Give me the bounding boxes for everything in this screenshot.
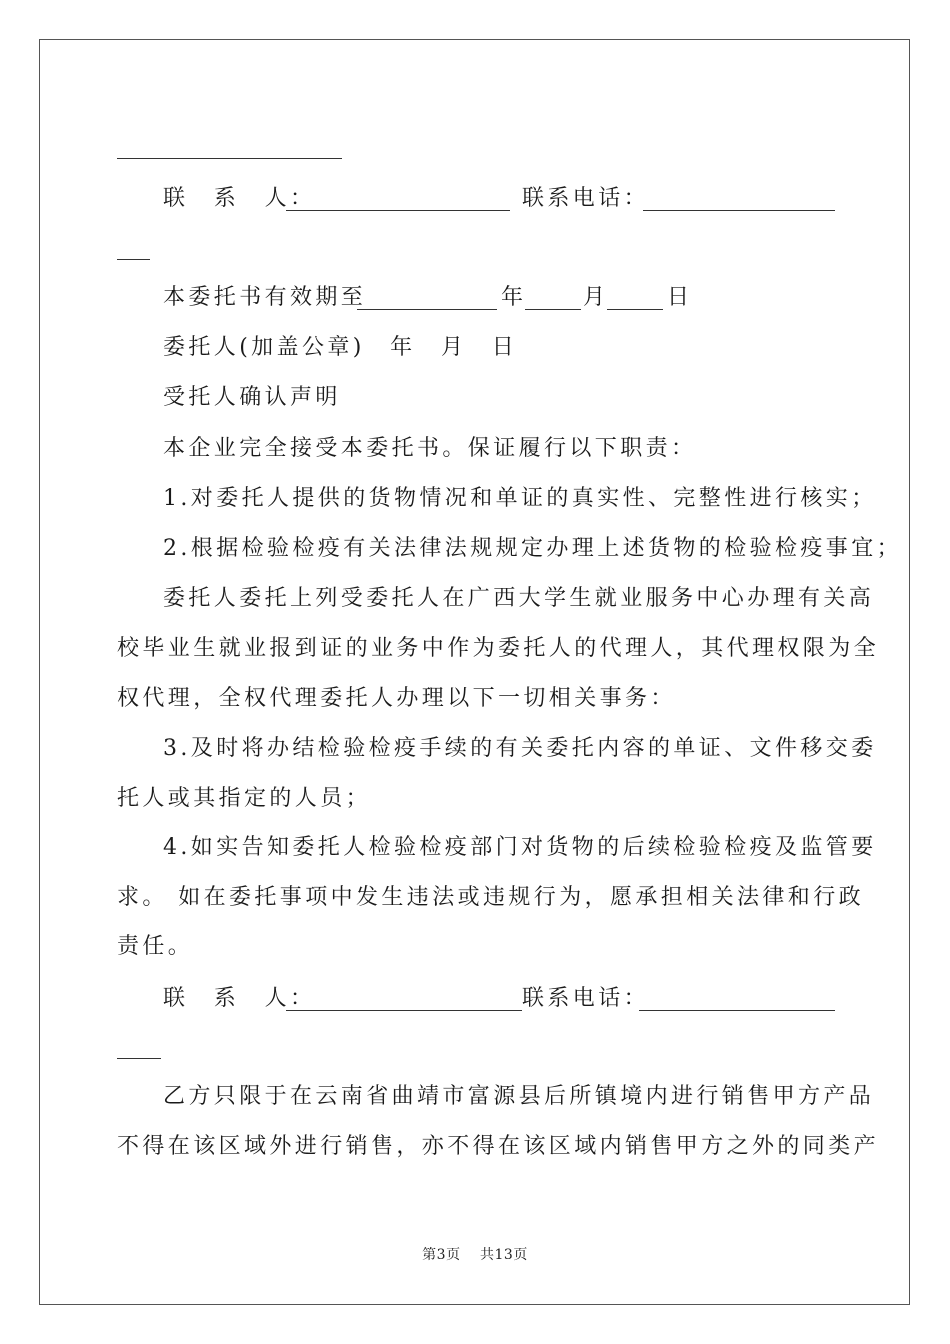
- paragraph-line: 求。 如在委托事项中发生违法或违规行为，愿承担相关法律和行政: [117, 885, 864, 910]
- paragraph-line: 委托人委托上列受委托人在广西大学生就业服务中心办理有关高: [163, 586, 875, 611]
- blank-underline: [117, 158, 342, 159]
- contact-phone-label: 联系电话：: [522, 186, 650, 211]
- principal-seal-line: 委托人(加盖公章) 年 月 日: [163, 335, 518, 360]
- paragraph-line: 责任。: [117, 934, 194, 959]
- section-heading: 受托人确认声明: [163, 385, 341, 410]
- page-footer: [0, 1244, 950, 1264]
- paragraph-line: 权代理，全权代理委托人办理以下一切相关事务：: [117, 686, 676, 711]
- contact-person-blank: [286, 210, 510, 211]
- paragraph-line: 2.根据检验检疫有关法律法规规定办理上述货物的检验检疫事宜；: [163, 536, 902, 561]
- paragraph-line: 1.对委托人提供的货物情况和单证的真实性、完整性进行核实；: [163, 486, 877, 511]
- validity-month-label: 月: [583, 285, 609, 310]
- paragraph-line: 校毕业生就业报到证的业务中作为委托人的代理人，其代理权限为全: [117, 636, 880, 661]
- contact-phone-line: [522, 184, 649, 214]
- validity-year-label: 年: [501, 285, 527, 310]
- validity-month-blank: [525, 309, 581, 310]
- contact-phone-blank-2: [639, 1010, 835, 1011]
- paragraph-line: 乙方只限于在云南省曲靖市富源县后所镇境内进行销售甲方产品: [163, 1084, 875, 1109]
- paragraph-line: 3.及时将办结检验检疫手续的有关委托内容的单证、文件移交委: [163, 736, 877, 761]
- validity-line: [163, 283, 366, 313]
- paragraph-line: 本企业完全接受本委托书。保证履行以下职责：: [163, 436, 697, 461]
- contact-phone-blank-cont: [117, 259, 150, 260]
- validity-day-blank: [607, 309, 663, 310]
- contact-person-blank-2: [286, 1010, 522, 1011]
- validity-text: 本委托书有效期至: [163, 285, 367, 310]
- contact-phone-line-2: [522, 984, 649, 1014]
- validity-day-label: 日: [667, 285, 693, 310]
- validity-year-blank: [357, 309, 497, 310]
- contact-phone-blank-2-cont: [117, 1058, 161, 1059]
- page-frame: [39, 39, 910, 1305]
- contact-phone-blank: [643, 210, 835, 211]
- paragraph-line: 托人或其指定的人员；: [117, 786, 372, 811]
- paragraph-line: 不得在该区域外进行销售，亦不得在该区域内销售甲方之外的同类产: [117, 1134, 880, 1159]
- contact-phone-label-2: 联系电话：: [522, 986, 650, 1011]
- paragraph-line: 4.如实告知委托人检验检疫部门对货物的后续检验检疫及监管要: [163, 835, 877, 860]
- contact-person-label-2: 联 系 人：: [163, 986, 316, 1011]
- page-number: 第3页 共13页: [422, 1247, 528, 1263]
- contact-person-label: 联 系 人：: [163, 186, 316, 211]
